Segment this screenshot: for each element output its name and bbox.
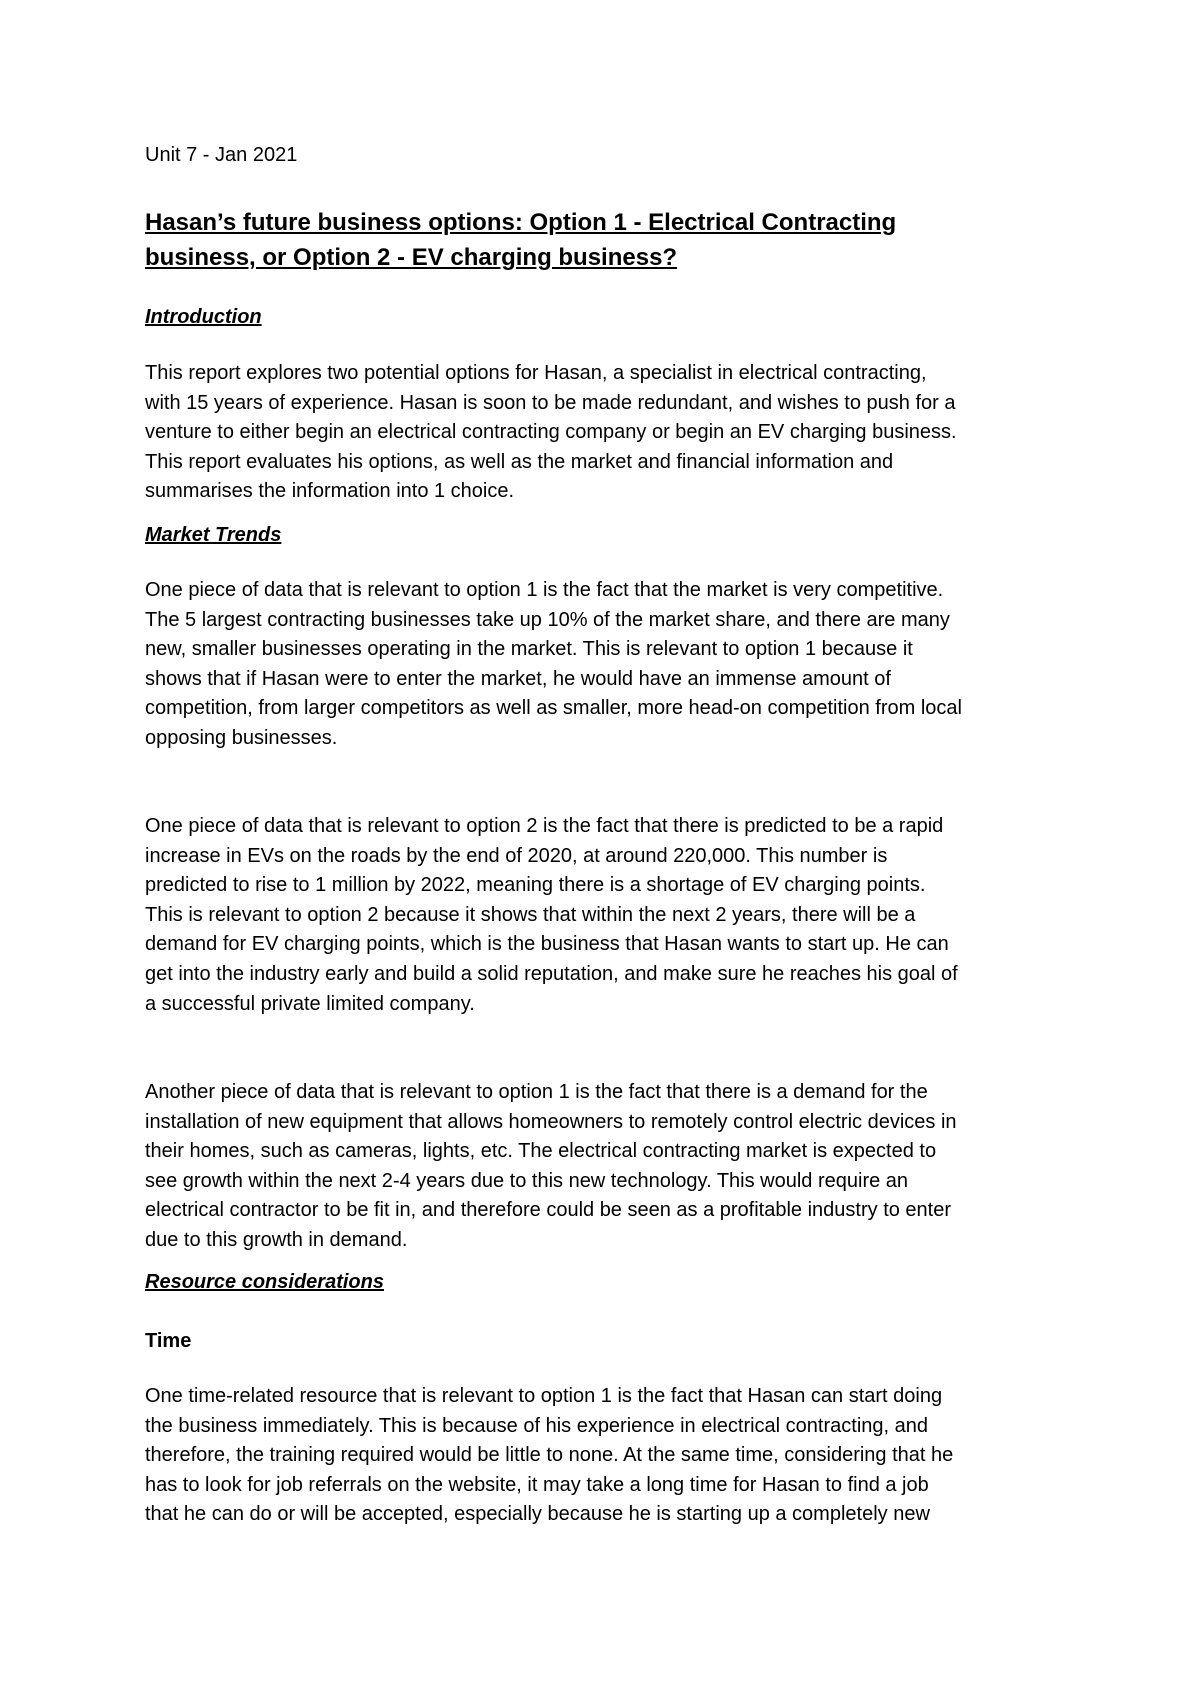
paragraph-line: see growth within the next 2-4 years due to this new technology. This would require an [145, 1169, 909, 1192]
introduction-heading: Introduction [145, 306, 262, 328]
paragraph-line: One piece of data that is relevant to option 2 is the fact that there is predicted to be a rapid [145, 815, 944, 837]
report-title [145, 205, 1075, 275]
market-trends-heading: Market Trends [145, 524, 282, 546]
paragraph-line: competition, from larger competitors as well as smaller, more head-on competition from local [145, 697, 962, 720]
paragraph-line: installation of new equipment that allows homeowners to remotely control electric devices in [145, 1110, 957, 1133]
paragraph-line: The 5 largest contracting businesses take up 10% of the market share, and there are many [145, 608, 950, 631]
paragraph-line: with 15 years of experience. Hasan is soon to be made redundant, and wishes to push for a [145, 391, 956, 414]
introduction-paragraph [145, 359, 1075, 507]
paragraph-line: This report evaluates his options, as well as the market and financial information and [145, 450, 894, 473]
title-line: business, or Option 2 - EV charging business? [145, 244, 678, 271]
paragraph-line: This report explores two potential options for Hasan, a specialist in electrical contracting, [145, 362, 927, 384]
paragraph-line: Another piece of data that is relevant to option 1 is the fact that there is a demand for the [145, 1081, 928, 1103]
paragraph-line: due to this growth in demand. [145, 1228, 408, 1251]
time-paragraph [145, 1382, 1075, 1530]
paragraph-line: new, smaller businesses operating in the market. This is relevant to option 1 because it [145, 638, 913, 661]
paragraph-line: One piece of data that is relevant to option 1 is the fact that the market is very competitive. [145, 579, 944, 601]
resource-considerations-heading: Resource considerations [145, 1271, 384, 1293]
paragraph-line: that he can do or will be accepted, especially because he is starting up a completely new [145, 1503, 930, 1526]
paragraph-line: get into the industry early and build a solid reputation, and make sure he reaches his goal of [145, 962, 958, 985]
time-subheading: Time [145, 1330, 192, 1352]
title-line: Hasan’s future business options: Option 1 - Electrical Contracting [145, 209, 897, 236]
paragraph-line: the business immediately. This is because of his experience in electrical contracting, and [145, 1414, 928, 1437]
paragraph-line: increase in EVs on the roads by the end of 2020, at around 220,000. This number is [145, 844, 888, 867]
unit-date-line: Unit 7 - Jan 2021 [145, 144, 298, 166]
document-page [145, 143, 1075, 1526]
market-trends-paragraph-3 [145, 1078, 1075, 1256]
paragraph-line: summarises the information into 1 choice. [145, 480, 515, 503]
paragraph-line: This is relevant to option 2 because it shows that within the next 2 years, there will be a [145, 903, 916, 926]
paragraph-line: demand for EV charging points, which is the business that Hasan wants to start up. He can [145, 933, 949, 956]
market-trends-paragraph-1 [145, 576, 1075, 754]
paragraph-line: opposing businesses. [145, 726, 338, 749]
paragraph-line: a successful private limited company. [145, 992, 475, 1015]
paragraph-line: One time-related resource that is relevant to option 1 is the fact that Hasan can start doing [145, 1385, 943, 1407]
paragraph-line: predicted to rise to 1 million by 2022, meaning there is a shortage of EV charging points. [145, 874, 926, 897]
market-trends-paragraph-2 [145, 812, 1075, 1019]
paragraph-line: their homes, such as cameras, lights, etc. The electrical contracting market is expected to [145, 1140, 937, 1163]
paragraph-line: electrical contractor to be fit in, and therefore could be seen as a profitable industry to enter [145, 1199, 952, 1222]
paragraph-line: shows that if Hasan were to enter the market, he would have an immense amount of [145, 667, 891, 690]
paragraph-line: venture to either begin an electrical contracting company or begin an EV charging business. [145, 421, 957, 444]
paragraph-line: therefore, the training required would be little to none. At the same time, considering that he [145, 1444, 954, 1467]
paragraph-line: has to look for job referrals on the website, it may take a long time for Hasan to find a job [145, 1473, 929, 1496]
